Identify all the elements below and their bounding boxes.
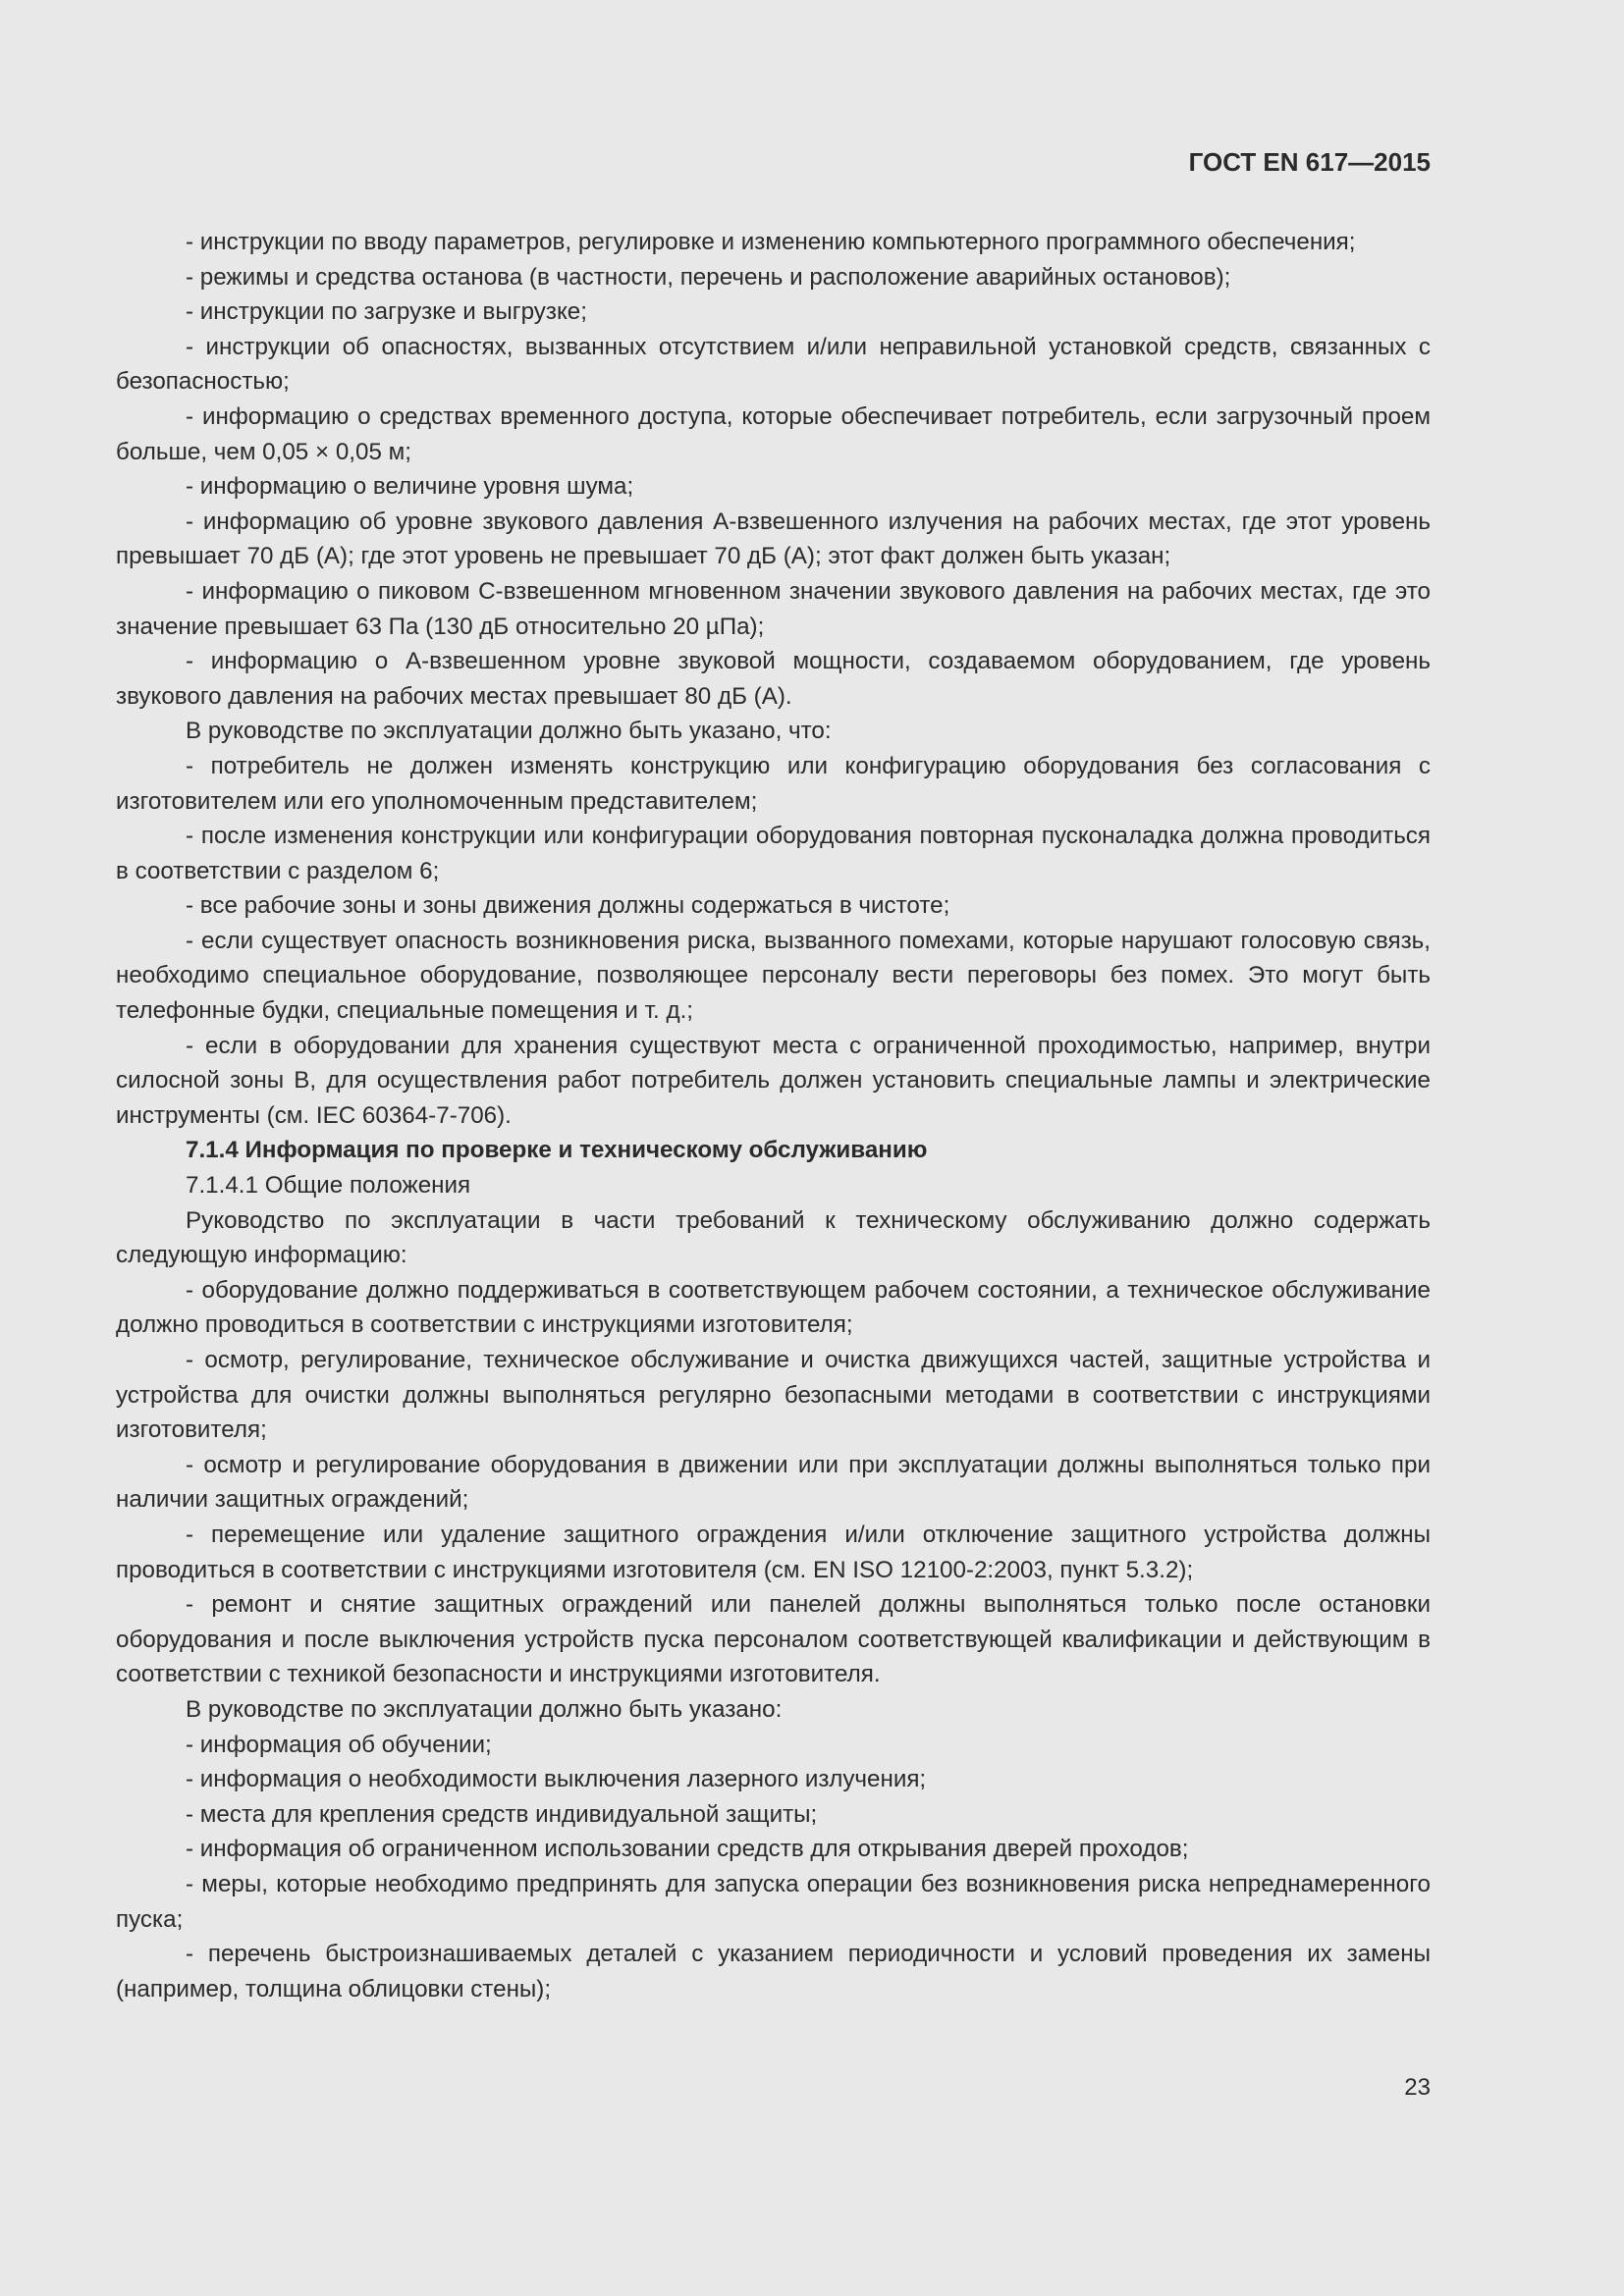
page-number: 23 [1404, 2074, 1431, 2101]
paragraph: 7.1.4.1 Общие положения [186, 1172, 471, 1200]
paragraph: - информацию о средствах временного доступа, которые обеспечивает потребитель, если загрузочный проем больше, чем 0,05 × 0,05 м; [116, 402, 1431, 465]
paragraph: - меры, которые необходимо предпринять для запуска операции без возникновения риска непреднамеренного пуска; [116, 1870, 1431, 1933]
paragraph: Руководство по эксплуатации в части требований к техническому обслуживанию должно содержать следующую информацию: [116, 1206, 1431, 1269]
paragraph: - перечень быстроизнашиваемых деталей с указанием периодичности и условий проведения их замены (например, толщина облицовки стены); [116, 1941, 1431, 2002]
paragraph: - инструкции по загрузке и выгрузке; [186, 298, 587, 326]
paragraph: - информацию о А-взвешенном уровне звуковой мощности, создаваемом оборудованием, где уровень звукового давления на рабочих местах превышает 80 дБ (А). [116, 648, 1431, 710]
paragraph: - если существует опасность возникновения риска, вызванного помехами, которые нарушают голосовую связь, необходимо специальное оборудование, позволяющее персоналу вести переговоры без помех. Это могут быть телефонные будки, специальные помещения и т. д.; [116, 927, 1431, 1025]
document-code-header: ГОСТ EN 617—2015 [1188, 147, 1431, 177]
paragraph: - информация об ограниченном использовании средств для открывания дверей проходов; [186, 1836, 1189, 1863]
paragraph: - если в оборудовании для хранения существуют места с ограниченной проходимостью, например, внутри силосной зоны В, для осуществления работ потребитель должен установить специальные лампы и электрические инструменты (см. IEC 60364-7-706). [116, 1032, 1431, 1129]
paragraph: - информация о необходимости выключения лазерного излучения; [186, 1766, 927, 1793]
paragraph: - информацию об уровне звукового давления А-взвешенного излучения на рабочих местах, где этот уровень превышает 70 дБ (А); где этот уровень не превышает 70 дБ (А); этот факт должен быть указан; [116, 507, 1431, 570]
paragraph: - после изменения конструкции или конфигурации оборудования повторная пусконаладка должна проводиться в соответствии с разделом 6; [116, 823, 1431, 884]
paragraph: В руководстве по эксплуатации должно быть указано, что: [186, 718, 832, 745]
paragraph: - потребитель не должен изменять конструкцию или конфигурацию оборудования без согласования с изготовителем или его уполномоченным представителем; [116, 752, 1431, 815]
paragraph: - информация об обучении; [186, 1731, 492, 1758]
section-heading: 7.1.4 Информация по проверке и техническому обслуживанию [186, 1137, 928, 1164]
paragraph: В руководстве по эксплуатации должно быть указано: [186, 1695, 783, 1723]
paragraph: - все рабочие зоны и зоны движения должны содержаться в чистоте; [186, 892, 950, 920]
document-body [116, 225, 1431, 2006]
paragraph: - осмотр, регулирование, техническое обслуживание и очистка движущихся частей, защитные устройства и устройства для очистки должны выполняться регулярно безопасными методами в соответствии с инструкциями изготовителя; [116, 1347, 1431, 1444]
paragraph: - места для крепления средств индивидуальной защиты; [186, 1800, 818, 1828]
paragraph: - информацию о пиковом С-взвешенном мгновенном значении звукового давления на рабочих местах, где это значение превышает 63 Па (130 дБ относительно 20 µПа); [116, 577, 1431, 640]
paragraph: - инструкции по вводу параметров, регулировке и изменению компьютерного программного обеспечения; [186, 229, 1356, 255]
paragraph: - оборудование должно поддерживаться в соответствующем рабочем состоянии, а техническое обслуживание должно проводиться в соответствии с инструкциями изготовителя; [116, 1276, 1431, 1339]
paragraph: - осмотр и регулирование оборудования в движении или при эксплуатации должны выполняться только при наличии защитных ограждений; [116, 1451, 1431, 1514]
paragraph: - инструкции об опасностях, вызванных отсутствием и/или неправильной установкой средств, связанных с безопасностью; [116, 333, 1431, 396]
paragraph: - ремонт и снятие защитных ограждений или панелей должны выполняться только после остановки оборудования и после выключения устройств пуска персоналом соответствующей квалификации и действующим в соответствии с техникой безопасности и инструкциями изготовителя. [116, 1591, 1431, 1688]
paragraph: - режимы и средства останова (в частности, перечень и расположение аварийных остановов); [186, 263, 1231, 291]
paragraph: - информацию о величине уровня шума; [186, 473, 634, 501]
paragraph: - перемещение или удаление защитного ограждения и/или отключение защитного устройства должны проводиться в соответствии с инструкциями изготовителя (см. EN ISO 12100-2:2003, пункт 5.3.2); [116, 1521, 1431, 1583]
